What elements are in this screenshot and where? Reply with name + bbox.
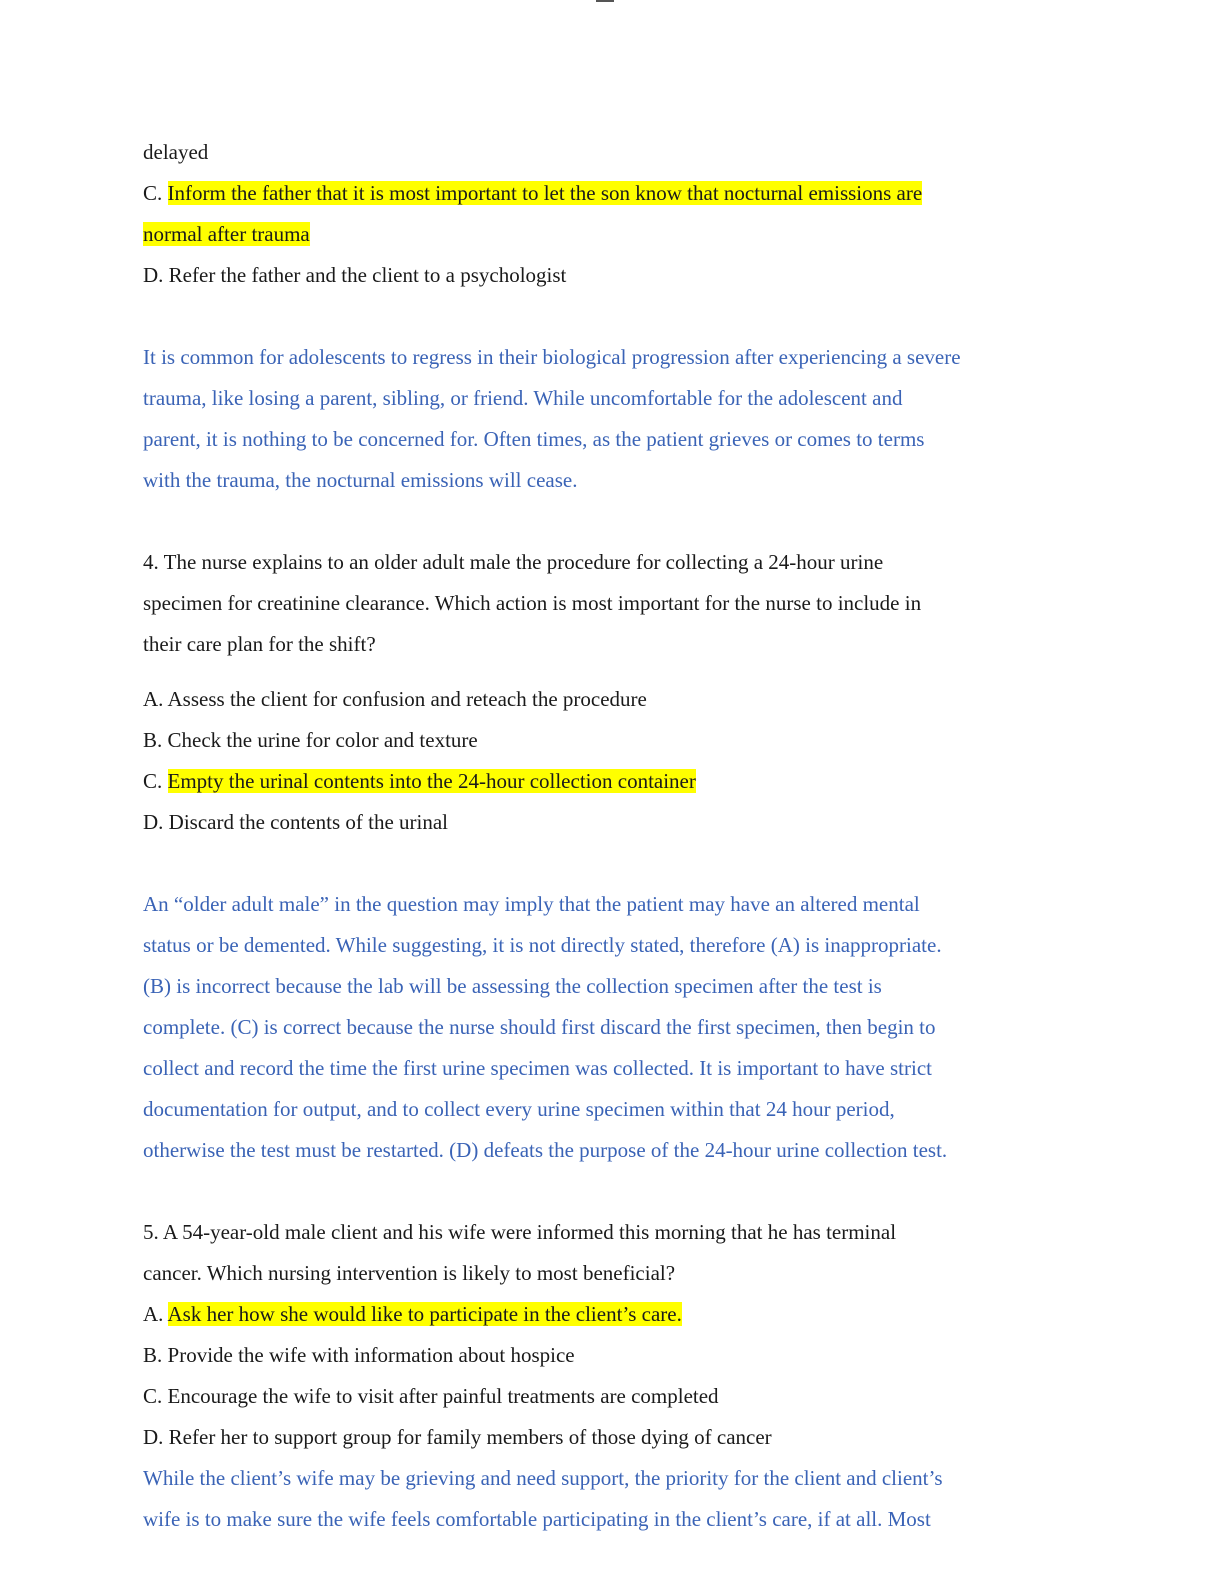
stem-line: 5. A 54-year-old male client and his wife were informed this morning that he has terminal bbox=[143, 1220, 897, 1244]
option-text: Discard the contents of the urinal bbox=[168, 810, 448, 834]
q5-rationale bbox=[143, 1458, 1073, 1540]
option-text: Refer the father and the client to a psychologist bbox=[168, 263, 567, 287]
option-text: Encourage the wife to visit after painful treatments are completed bbox=[167, 1384, 719, 1408]
option-letter: B. bbox=[143, 1343, 163, 1367]
q4-option-b bbox=[143, 720, 1073, 761]
q3-option-c bbox=[143, 173, 1073, 214]
rationale-line: complete. (C) is correct because the nurse should first discard the first specimen, then begin to bbox=[143, 1015, 936, 1039]
option-letter: D. bbox=[143, 1425, 164, 1449]
option-text: Refer her to support group for family members of those dying of cancer bbox=[168, 1425, 772, 1449]
option-text: Provide the wife with information about hospice bbox=[167, 1343, 575, 1367]
option-letter: D. bbox=[143, 810, 164, 834]
option-text-highlighted: normal after trauma bbox=[143, 222, 310, 246]
stem-line: specimen for creatinine clearance. Which action is most important for the nurse to include in bbox=[143, 591, 922, 615]
q5-option-a bbox=[143, 1294, 1073, 1335]
option-text: Check the urine for color and texture bbox=[167, 728, 478, 752]
rationale-line: wife is to make sure the wife feels comfortable participating in the client’s care, if at all. Most bbox=[143, 1507, 931, 1531]
q5-option-d bbox=[143, 1417, 1073, 1458]
rationale-line: collect and record the time the first urine specimen was collected. It is important to have strict bbox=[143, 1056, 932, 1080]
option-letter: C. bbox=[143, 769, 163, 793]
rationale-line: trauma, like losing a parent, sibling, or friend. While uncomfortable for the adolescent and bbox=[143, 386, 903, 410]
stem-line: their care plan for the shift? bbox=[143, 632, 376, 656]
q3-rationale bbox=[143, 337, 1073, 501]
rationale-line: An “older adult male” in the question may imply that the patient may have an altered mental bbox=[143, 892, 920, 916]
option-letter: D. bbox=[143, 263, 164, 287]
q4-stem bbox=[143, 542, 1073, 665]
rationale-line: status or be demented. While suggesting, it is not directly stated, therefore (A) is inappropriate. bbox=[143, 933, 942, 957]
q3-continuation: delayed bbox=[143, 140, 209, 164]
option-letter: A. bbox=[143, 1302, 164, 1326]
q3-option-c-wrap bbox=[143, 214, 1073, 255]
q4-rationale bbox=[143, 884, 1073, 1171]
q5-option-c bbox=[143, 1376, 1073, 1417]
q5-option-b bbox=[143, 1335, 1073, 1376]
option-letter: C. bbox=[143, 1384, 163, 1408]
rationale-line: otherwise the test must be restarted. (D) defeats the purpose of the 24-hour urine collection test. bbox=[143, 1138, 948, 1162]
document-page bbox=[143, 132, 1073, 1540]
rationale-line: parent, it is nothing to be concerned for. Often times, as the patient grieves or comes to terms bbox=[143, 427, 925, 451]
rationale-line: It is common for adolescents to regress in their biological progression after experiencing a severe bbox=[143, 345, 961, 369]
rationale-line: (B) is incorrect because the lab will be assessing the collection specimen after the test is bbox=[143, 974, 882, 998]
rationale-line: documentation for output, and to collect every urine specimen within that 24 hour period, bbox=[143, 1097, 895, 1121]
rationale-line: While the client’s wife may be grieving and need support, the priority for the client and client’s bbox=[143, 1466, 943, 1490]
stem-line: cancer. Which nursing intervention is likely to most beneficial? bbox=[143, 1261, 676, 1285]
q3-option-d bbox=[143, 255, 1073, 296]
option-letter: C. bbox=[143, 181, 163, 205]
header-mark bbox=[596, 0, 614, 2]
option-letter: A. bbox=[143, 687, 164, 711]
rationale-line: with the trauma, the nocturnal emissions will cease. bbox=[143, 468, 578, 492]
q4-option-c bbox=[143, 761, 1073, 802]
option-text-highlighted: Empty the urinal contents into the 24-hour collection container bbox=[167, 769, 696, 793]
option-text-highlighted: Ask her how she would like to participate in the client’s care. bbox=[167, 1302, 682, 1326]
option-letter: B. bbox=[143, 728, 163, 752]
q4-option-a bbox=[143, 679, 1073, 720]
option-text-highlighted: Inform the father that it is most important to let the son know that nocturnal emissions are bbox=[167, 181, 923, 205]
option-text: Assess the client for confusion and reteach the procedure bbox=[167, 687, 647, 711]
q5-stem bbox=[143, 1212, 1073, 1294]
stem-line: 4. The nurse explains to an older adult male the procedure for collecting a 24-hour urine bbox=[143, 550, 884, 574]
q4-option-d bbox=[143, 802, 1073, 843]
